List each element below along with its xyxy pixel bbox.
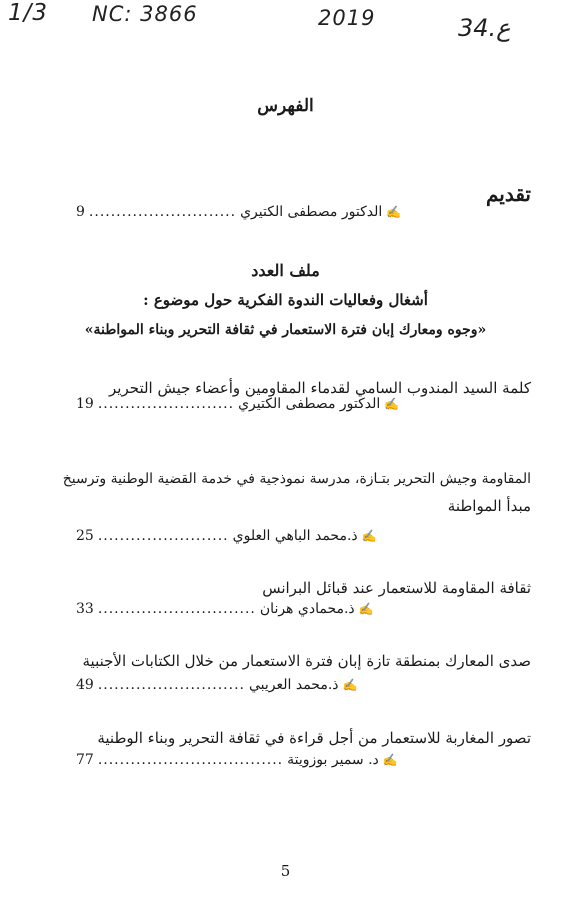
leader-dots: .........................: [97, 396, 235, 412]
toc-entry-author-line[interactable]: [76, 601, 374, 617]
leader-dots: .............................: [97, 601, 256, 617]
page-ref: 33: [76, 601, 94, 617]
handwritten-code: NC: 3866: [92, 2, 198, 26]
toc-entry-title[interactable]: ثقافة المقاومة للاستعمار عند قبائل البرانس: [262, 579, 531, 597]
handwritten-fraction: 1/3: [8, 0, 49, 26]
leader-dots: ...........................: [88, 204, 237, 220]
author-name: ذ.محمد العريبي: [248, 677, 339, 693]
toc-entry-title[interactable]: تصور المغاربة للاستعمار من أجل قراءة في ثقافة التحرير وبناء الوطنية: [97, 729, 531, 747]
pen-hand-icon: ✍: [358, 602, 374, 616]
author-name: الدكتور مصطفى الكتيري: [240, 204, 383, 220]
page-ref: 9: [76, 204, 85, 220]
page-ref: 25: [76, 528, 94, 544]
page-title: الفهرس: [257, 96, 314, 116]
page-number: 5: [280, 862, 291, 880]
leader-dots: ..................................: [97, 752, 284, 768]
toc-entry-author-line[interactable]: [76, 677, 357, 693]
leader-dots: ........................: [97, 528, 229, 544]
author-name: د. سمير بوزويتة: [287, 752, 379, 768]
toc-entry-author-line[interactable]: [76, 752, 398, 768]
pen-hand-icon: ✍: [342, 678, 358, 692]
dossier-line-2: «وجوه ومعارك إبان فترة الاستعمار في ثقافة التحرير وبناء المواطنة»: [84, 322, 487, 338]
author-name: ذ.محمد الباهي العلوي: [232, 528, 358, 544]
toc-entry-author-line[interactable]: [76, 528, 377, 544]
pen-hand-icon: ✍: [384, 397, 400, 411]
dossier-line-1: أشغال وفعاليات الندوة الفكرية حول موضوع :: [143, 291, 428, 309]
author-name: ذ.محمادي هرنان: [259, 601, 355, 617]
toc-entry-title[interactable]: صدى المعارك بمنطقة تازة إبان فترة الاستعمار من خلال الكتابات الأجنبية: [82, 652, 531, 670]
handwritten-year: 2019: [318, 6, 376, 30]
section-heading-taqdim: تقديم: [485, 182, 531, 206]
dossier-label: ملف العدد: [251, 261, 320, 280]
toc-entry-title[interactable]: المقاومة وجيش التحرير بتـازة، مدرسة نموذجية في خدمة القضية الوطنية وترسيخ: [62, 471, 531, 487]
toc-entry-taqdim[interactable]: [76, 204, 401, 220]
pen-hand-icon: ✍: [361, 529, 377, 543]
toc-entry-title-continued: مبدأ المواطنة: [447, 497, 531, 515]
pen-hand-icon: ✍: [382, 753, 398, 767]
page-ref: 49: [76, 677, 94, 693]
page-ref: 77: [76, 752, 94, 768]
author-name: الدكتور مصطفى الكتيري: [238, 396, 381, 412]
pen-hand-icon: ✍: [386, 205, 402, 219]
handwritten-shelf-mark: 34.ع: [458, 14, 511, 42]
leader-dots: ...........................: [97, 677, 245, 693]
toc-entry-author-line[interactable]: [76, 396, 399, 412]
toc-entry-title[interactable]: كلمة السيد المندوب السامي لقدماء المقاومين وأعضاء جيش التحرير: [109, 379, 531, 397]
page-ref: 19: [76, 396, 94, 412]
